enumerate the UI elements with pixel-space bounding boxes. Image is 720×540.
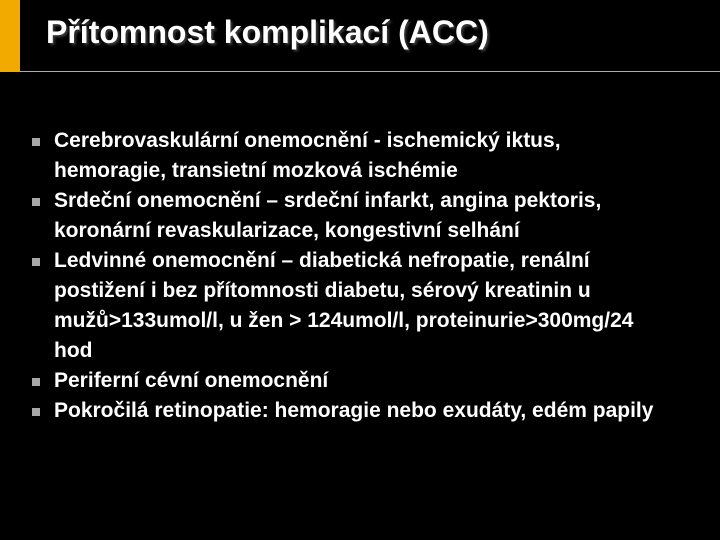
square-bullet-icon <box>32 138 40 146</box>
bullet-text: Cerebrovaskulární onemocnění - ischemický iktus, hemoragie, transietní mozková ischémie <box>54 129 561 182</box>
bullet-list <box>26 126 666 426</box>
square-bullet-icon <box>32 258 40 266</box>
bullet-item-retinopathy <box>26 396 666 426</box>
bullet-item-cardiac <box>26 186 666 246</box>
bullet-text: Periferní cévní onemocnění <box>54 369 329 392</box>
slide-title: Přítomnost komplikací (ACC) <box>46 14 489 50</box>
bullet-item-peripheral <box>26 366 666 396</box>
title-divider <box>20 71 720 72</box>
bullet-text: Ledvinné onemocnění – diabetická nefropatie, renální postižení i bez přítomnosti diabetu, sérový kreatinin u mužů>133umol/l, u žen > 124umol/l, proteinurie>300mg/24 hod <box>54 249 634 362</box>
bullet-text: Pokročilá retinopatie: hemoragie nebo exudáty, edém papily <box>54 399 654 422</box>
title-accent-bar <box>0 0 20 72</box>
square-bullet-icon <box>32 408 40 416</box>
square-bullet-icon <box>32 378 40 386</box>
bullet-item-cerebrovascular <box>26 126 666 186</box>
square-bullet-icon <box>32 198 40 206</box>
bullet-text: Srdeční onemocnění – srdeční infarkt, angina pektoris, koronární revaskularizace, kongestivní selhání <box>54 189 602 242</box>
bullet-item-renal <box>26 246 666 366</box>
